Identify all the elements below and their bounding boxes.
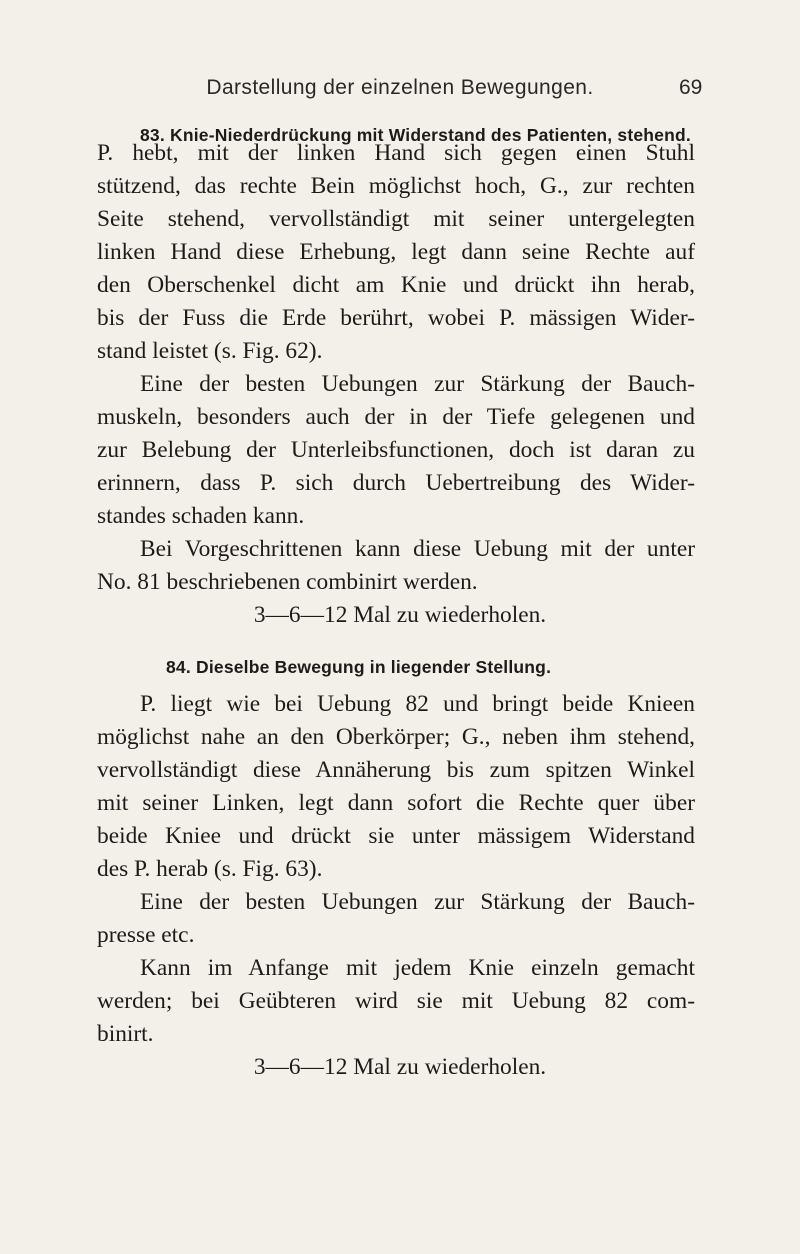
section-84-heading: 84. Dieselbe Bewegung in liegender Stellung.	[166, 657, 552, 677]
section-83-line: muskeln, besonders auch der in der Tiefe gelegenen und	[97, 404, 695, 430]
section-83-repetition: 3—6—12 Mal zu wiederholen.	[253, 602, 547, 628]
section-84-line: presse etc.	[97, 922, 195, 948]
section-83-line: P. hebt, mit der linken Hand sich gegen einen Stuhl	[97, 140, 695, 166]
section-83-line: Eine der besten Uebungen zur Stärkung der Bauch-	[140, 371, 695, 397]
section-83-line: den Oberschenkel dicht am Knie und drückt ihn herab,	[97, 272, 695, 298]
section-83-line: bis der Fuss die Erde berührt, wobei P. mässigen Wider-	[97, 305, 695, 331]
section-83-line: Bei Vorgeschrittenen kann diese Uebung mit der unter	[140, 536, 695, 562]
section-83-line: zur Belebung der Unterleibsfunctionen, doch ist daran zu	[97, 437, 695, 463]
section-84-line: des P. herab (s. Fig. 63).	[97, 856, 323, 882]
section-84-line: Eine der besten Uebungen zur Stärkung der Bauch-	[140, 889, 695, 915]
section-83-line: standes schaden kann.	[97, 503, 305, 529]
section-83-line: stützend, das rechte Bein möglichst hoch, G., zur rechten	[97, 173, 695, 199]
section-84-line: P. liegt wie bei Uebung 82 und bringt beide Knieen	[140, 691, 695, 717]
section-84-line: Kann im Anfange mit jedem Knie einzeln gemacht	[140, 955, 695, 981]
section-84-line: binirt.	[97, 1021, 154, 1047]
section-84-line: möglichst nahe an den Oberkörper; G., neben ihm stehend,	[97, 724, 695, 750]
running-title: Darstellung der einzelnen Bewegungen.	[206, 76, 594, 99]
section-83-heading: 83. Knie-Niederdrückung mit Widerstand des Patienten, stehend.	[140, 125, 691, 145]
section-84-line: beide Kniee und drückt sie unter mässigem Widerstand	[97, 823, 695, 849]
section-83-line: erinnern, dass P. sich durch Uebertreibung des Wider-	[97, 470, 695, 496]
section-84-line: werden; bei Geübteren wird sie mit Uebung 82 com-	[97, 988, 695, 1014]
section-84-repetition: 3—6—12 Mal zu wiederholen.	[253, 1054, 547, 1080]
section-83-line: Seite stehend, vervollständigt mit seiner untergelegten	[97, 206, 695, 232]
section-83-line: linken Hand diese Erhebung, legt dann seine Rechte auf	[97, 239, 695, 265]
section-84-line: vervollständigt diese Annäherung bis zum spitzen Winkel	[97, 757, 695, 783]
section-84-line: mit seiner Linken, legt dann sofort die Rechte quer über	[97, 790, 695, 816]
page-number: 69	[679, 76, 703, 99]
section-83-line: stand leistet (s. Fig. 62).	[97, 338, 323, 364]
section-83-line: No. 81 beschriebenen combinirt werden.	[97, 569, 478, 595]
running-head	[0, 76, 800, 106]
